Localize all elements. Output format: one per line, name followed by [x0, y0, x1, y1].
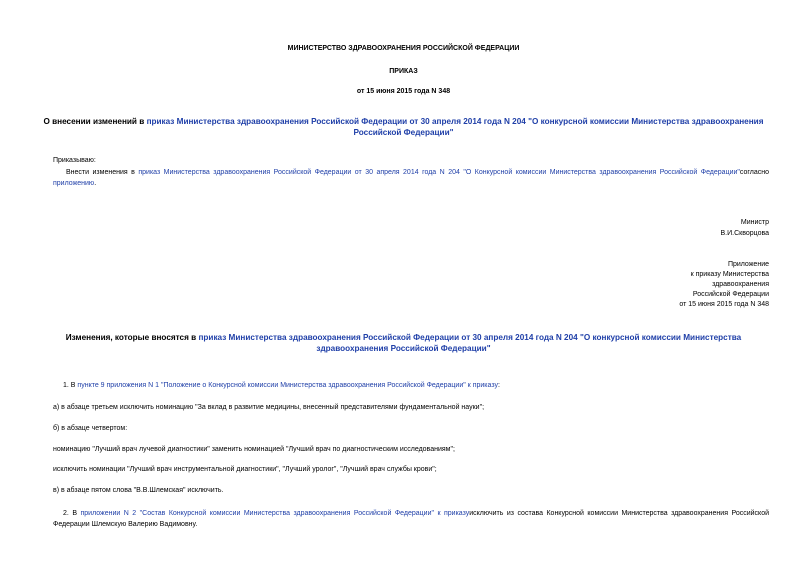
item-b2: исключить номинации "Лучший врач инструментальной диагностики", "Лучший уролог", "Лучший врач службы крови"; [53, 466, 437, 473]
doc-type-heading: ПРИКАЗ [389, 68, 418, 75]
order-text-prefix: Внести изменения в [66, 169, 139, 176]
order-intro: Приказываю: [53, 157, 96, 164]
order-text-link[interactable]: приказ Министерства здравоохранения Российской Федерации от 30 апреля 2014 года N 204 "О Конкурсной комиссии Министерства здравоохранения Российской Федерации" [138, 169, 740, 176]
appendix-line-4: Российской Федерации [692, 291, 769, 298]
order-text-suffix: . [94, 180, 97, 187]
order-title-prefix: О внесении изменений в [43, 117, 147, 126]
item-2 [53, 508, 769, 530]
signature-name: В.И.Скворцова [720, 230, 769, 237]
appendix-label: Приложение [727, 261, 769, 268]
signature-role: Министр [740, 219, 769, 226]
order-title-link[interactable]: приказ Министерства здравоохранения Российской Федерации от 30 апреля 2014 года N 204 "О конкурсной комиссии Министерства здравоохранения Российской Федерации" [146, 117, 764, 137]
appendix-line-3: здравоохранения [712, 281, 769, 288]
item-1-prefix: 1. В [63, 382, 78, 389]
item-v: в) в абзаце пятом слова "В.В.Шлемская" исключить. [53, 487, 224, 494]
appendix-line-2: к приказу Министерства [690, 271, 769, 278]
doc-date: от 15 июня 2015 года N 348 [356, 88, 451, 95]
item-2-suffix: исключить из состава Конкурсной комиссии Министерства здравоохранения Российской Федерации Шлемскую Валерию Вадимовну. [53, 510, 769, 528]
ministry-heading: МИНИСТЕРСТВО ЗДРАВООХРАНЕНИЯ РОССИЙСКОЙ ФЕДЕРАЦИИ [287, 45, 520, 52]
item-b: б) в абзаце четвертом: [53, 425, 128, 432]
changes-title-prefix: Изменения, которые вносятся в [65, 333, 199, 342]
order-text [53, 167, 769, 189]
changes-title-link[interactable]: приказ Министерства здравоохранения Российской Федерации от 30 апреля 2014 года N 204 "О конкурсной комиссии Министерства здравоохранения Российской Федерации" [198, 333, 742, 353]
item-2-prefix: 2. В [63, 510, 81, 517]
item-1-link[interactable]: пункте 9 приложения N 1 "Положение о Конкурсной комиссии Министерства здравоохранения Российской Федерации" к приказу [77, 382, 498, 389]
item-1 [63, 382, 500, 389]
item-b1: номинацию "Лучший врач лучевой диагностики" заменить номинацией "Лучший врач по диагностическим исследованиям"; [53, 446, 455, 453]
appendix-link[interactable]: приложению [53, 180, 95, 187]
order-text-middle: согласно [739, 169, 769, 176]
item-2-link[interactable]: приложении N 2 "Состав Конкурсной комиссии Министерства здравоохранения Российской Федерации" к приказу [80, 510, 470, 517]
item-a: а) в абзаце третьем исключить номинацию "За вклад в развитие медицины, внесенный представителями фундаментальной науки"; [53, 404, 485, 411]
item-1-suffix: : [497, 382, 500, 389]
appendix-line-5: от 15 июня 2015 года N 348 [679, 301, 769, 308]
order-title [40, 116, 767, 138]
changes-title [55, 332, 752, 354]
